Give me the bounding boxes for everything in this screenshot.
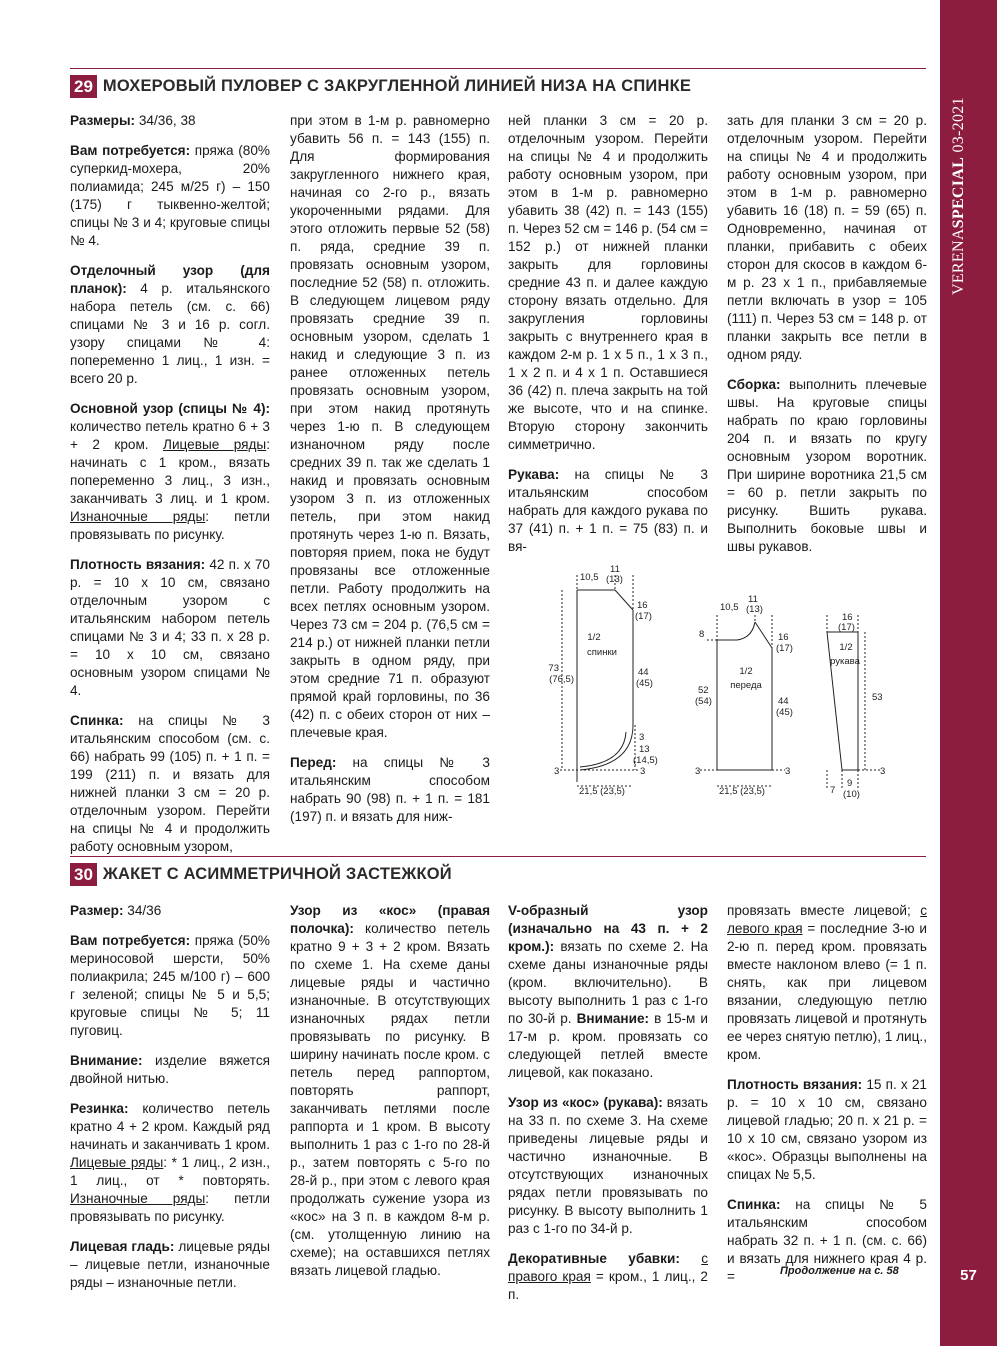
back-mid-b: (45) — [636, 678, 653, 689]
article-29-column-3: ней планки 3 см = 20 р. отделочным узором. Перейти на спицы № 4 и продолжить работу основным узором, при этом в 1-м р. равномерно убавить 38 (42) п. = 143 (155) п. Через 52 см = 146 р. (54 см = 152 р.) от нижней планки закрыть для горловины средние 43 п. и далее каждую сторону вязать отдельно. Для закругления горловины закрыть с внутреннего края в каждом 2-м р. 1 х 5 п., 1 х 3 п., 1 х 2 п. и 4 х 1 п. Оставшиеся 36 (42) п. плеча закрыть на той же высоте, что и на спинке. Вторую сторону закончить симметрично. Рукава: на спицы № 3 итальянским способом набрать для каждого рукава по 37 (41) п. + 1 п. = 75 (83) п. и вя- — [508, 113, 708, 554]
sleeve-bottom-b: (10) — [843, 789, 860, 800]
back-right-a: 16 — [637, 600, 648, 611]
front-mid-b: (45) — [776, 707, 793, 718]
article-30-column-2: Узор из «кос» (правая полочка): количество петель кратно 9 + 3 + 2 кром. Вязать по схеме 1. На схеме даны лицевые ряды и частично изнаночные. В отсутствующих изнаночных рядах петли провязывать по рисунку. В ширину начинать после кром. с петель перед раппортом, повторять раппорт, заканчивать петлями после раппорта и 1 кром. В высоту выполнить 1 раз с 1-го по 28-й р., затем повторять с 5-го по 28-й р., при этом с левого края продолжать сужение узора из «кос» на 3 п. в каждом 8-м р. (см. утолщенную линию на схеме); на оставшихся петлях вязать лицевой гладью. — [290, 903, 490, 1278]
sleeve-top-b: (17) — [838, 622, 855, 633]
sleeve-bottom-right: 3 — [880, 766, 886, 777]
front-right-b: (17) — [776, 643, 793, 654]
back-left-b: (76,5) — [549, 674, 574, 685]
front-diagram — [700, 615, 785, 786]
back-bottom-left: 3 — [554, 766, 560, 777]
article-title: ЖАКЕТ С АСИММЕТРИЧНОЙ ЗАСТЕЖКОЙ — [102, 864, 452, 883]
front-right-a: 16 — [778, 632, 789, 643]
article-number: 29 — [70, 75, 97, 98]
back-top-c: (13) — [606, 574, 623, 585]
article-number: 30 — [70, 863, 97, 886]
front-bottom-left: 3 — [695, 766, 701, 777]
sleeve-top-a: 16 — [842, 612, 853, 623]
article-29-column-4: зать для планки 3 см = 20 р. отделочным узором. Перейти на спицы № 4 и продолжить работу основным узором, при этом в 1-м р. равномерно убавить 16 (18) п. = 59 (65) п. Одновременно, начиная от планки, прибавить с обеих сторон для скосов в каждом 6-м р. 23 х 1 п., прибавляемые петли включать в узор = 105 (111) п. Через 53 см = 148 р. от планки закрыть все петли в одном ряду. Сборка: выполнить плечевые швы. На круговые спицы набрать по краю горловины 204 п. и вязать по кругу основным узором воротник. При ширине воротника 21,5 см = 60 р. петли закрыть по рисунку. Вшить рукава. Выполнить боковые швы и швы рукавов. — [727, 113, 927, 554]
section-divider — [70, 856, 926, 857]
front-label: переда — [730, 680, 762, 691]
back-bottom-right: 3 — [640, 766, 646, 777]
sleeve-label: рукава — [830, 656, 860, 667]
front-bottom-width: 21,5 (23,5) — [719, 786, 765, 797]
article-29-header — [70, 74, 691, 98]
magazine-brand: VERENASPECIAL 03-2021 — [950, 97, 967, 295]
article-29-column-2: при этом в 1-м р. равномерно убавить 56 п. = 143 (155) п. Для формирования закругленного нижнего края, начиная со 2-го р., вязать укороченными рядами. Для этого отложить первые 52 (58) п. ряда, средние 39 п. провязать основным узором, последние 52 (58) п. отложить. В следующем лицевом ряду провязать средние 39 п. основным узором, сделать 1 накид и следующие 3 п. из ранее отложенных петель провязать основным узором, при этом накид протянуть через 1-ю п. В следующем изнаночном ряду после средних 39 п. так же сделать 1 накид и провязать основным узором 3 п. из отложенных петель, при этом накид протянуть через 1-ю п. Вязать, повторяя прием, пока не будут провязаны все отложенные петли. Работу продолжить на всех петлях основным узором. Через 73 см = 204 р. (76,5 см = 214 р.) от нижней планки петли закрыть в одном ряду, при этом средние 71 п. образуют прямой край горловины, по 36 (42) п. с обеих сторон от них – плечевые края. Перед: на спицы № 3 итальянским способом набрать 90 (98) п. + 1 п. = 181 (197) п. и вязать для ниж- — [290, 113, 490, 824]
back-left-a: 73 — [548, 663, 559, 674]
back-top-b: 11 — [610, 564, 620, 575]
sleeve-label-fraction: 1/2 — [839, 642, 853, 653]
front-left-a: 52 — [698, 685, 709, 696]
page-number: 57 — [960, 1267, 977, 1284]
continued-note: Продолжение на с. 58 — [780, 1265, 899, 1277]
front-label-fraction: 1/2 — [739, 666, 753, 677]
sleeve-height: 53 — [872, 692, 883, 703]
front-top-a: 10,5 — [720, 602, 739, 613]
back-mid-a: 44 — [638, 667, 649, 678]
front-left-b: (54) — [695, 696, 712, 707]
back-label-fraction: 1/2 — [587, 632, 601, 643]
article-30-column-3: V-образный узор (изначально на 43 п. + 2 кром.): вязать по схеме 2. На схеме даны изнаночные ряды (кром. включительно). В высоту выполнить 1 раз с 1-го по 30-й р. Внимание: в 15-м и 17-м р. кром. провязать со следующей петлей вместе лицевой, как показано. Узор из «кос» (рукава): вязать на 33 п. по схеме 3. На схеме приведены лицевые ряды и частично изнаночные. В отсутствующих изнаночных рядах петли провязывать по рисунку. В высоту выполнить 1 раз с 1-го по 34-й р. Декоративные убавки: с правого края = кром., 1 лиц., 2 п. — [508, 903, 708, 1302]
article-title: МОХЕРОВЫЙ ПУЛОВЕР С ЗАКРУГЛЕННОЙ ЛИНИЕЙ НИЗА НА СПИНКЕ — [102, 76, 692, 95]
back-curve-c: (14,5) — [633, 755, 658, 766]
front-top-b: 11 — [748, 594, 758, 605]
front-neck: 8 — [699, 629, 705, 640]
back-right-b: (17) — [635, 611, 652, 622]
sleeve-bottom-a: 9 — [847, 778, 853, 789]
back-curve-b: 13 — [639, 744, 650, 755]
article-30-column-1: Размер: 34/36 Вам потребуется: пряжа (50% мериносовой шерсти, 50% полиакрила; 245 м/100 г) – 600 г зеленой; спицы № 5 и 5,5; круговые спицы № 5; 11 пуговиц. Внимание: изделие вяжется двойной нитью. Резинка: количество петель кратно 4 + 2 кром. Каждый ряд начинать и заканчивать 1 кром. Лицевые ряды: * 1 лиц., 2 изн., 1 лиц., от * повторять. Изнаночные ряды: петли провязывать по рисунку. Лицевая гладь: лицевые ряды – лицевые петли, изнаночные ряды – изнаночные петли. — [70, 903, 271, 1290]
back-bottom-width: 21,5 (23,5) — [579, 786, 625, 797]
section-divider — [70, 68, 926, 69]
front-bottom-right: 3 — [785, 766, 791, 777]
magazine-sidebar — [940, 0, 997, 1346]
article-29-column-1: Размеры: 34/36, 38 Вам потребуется: пряжа (80% суперкид-мохера, 20% полиамида; 245 м/25 г) – 150 (175) г тыквенно-желтой; спицы № 3 и 4; круговые спицы № 4. Отделочный узор (для планок): 4 р. итальянского набора петель (см. с. 66) спицами № 3 и 16 р. согл. узору спицами № 4: попеременно 1 лиц., 1 изн. = всего 20 р. Основной узор (спицы № 4): количество петель кратно 6 + 3 + 2 кром. Лицевые ряды: начинать с 1 кром., вязать попеременно 3 лиц., 3 изн., заканчивать 3 лиц. и 1 кром. Изнаночные ряды: петли провязывать по рисунку. Плотность вязания: 42 п. х 70 р. = 10 х 10 см, связано отделочным узором с итальянским набором петель спицами № 3 и 4; 33 п. х 28 р. = 10 х 10 см, связано основным узором спицами № 4. Спинка: на спицы № 3 итальянским способом (см. с. 66) набрать 99 (105) п. + 1 п. = 199 (211) п. и вязать для нижней планки 3 см = 20 р. отделочным узором. Перейти на спицы № 4 и продолжить работу основным узором, — [70, 113, 270, 854]
back-label: спинки — [587, 647, 617, 658]
article-30-column-4: провязать вместе лицевой; с левого края = последние 3-ю и 2-ю п. перед кром. провязать вместе наклоном влево (= 1 п. снять, как при лицевом вязании, следующую петлю провязать лицевой и протянуть ее через снятую петлю), 1 лиц., кром. Плотность вязания: 15 п. х 21 р. = 10 х 10 см, связано лицевой гладью; 20 п. х 21 р. = 10 х 10 см, связано узором из «кос». Образцы выполнены на спицах № 5,5. Спинка: на спицы № 5 итальянским способом набрать 32 п. + 1 п. (см. с. 66) и вязать для нижнего края 4 р. = — [727, 903, 928, 1284]
pattern-diagrams — [540, 560, 900, 810]
article-30-header — [70, 862, 452, 886]
front-mid-a: 44 — [778, 696, 789, 707]
front-top-c: (13) — [746, 604, 763, 615]
back-curve-a: 3 — [639, 732, 645, 743]
sleeve-bottom-left: 7 — [830, 785, 836, 796]
back-top-a: 10,5 — [580, 572, 599, 583]
